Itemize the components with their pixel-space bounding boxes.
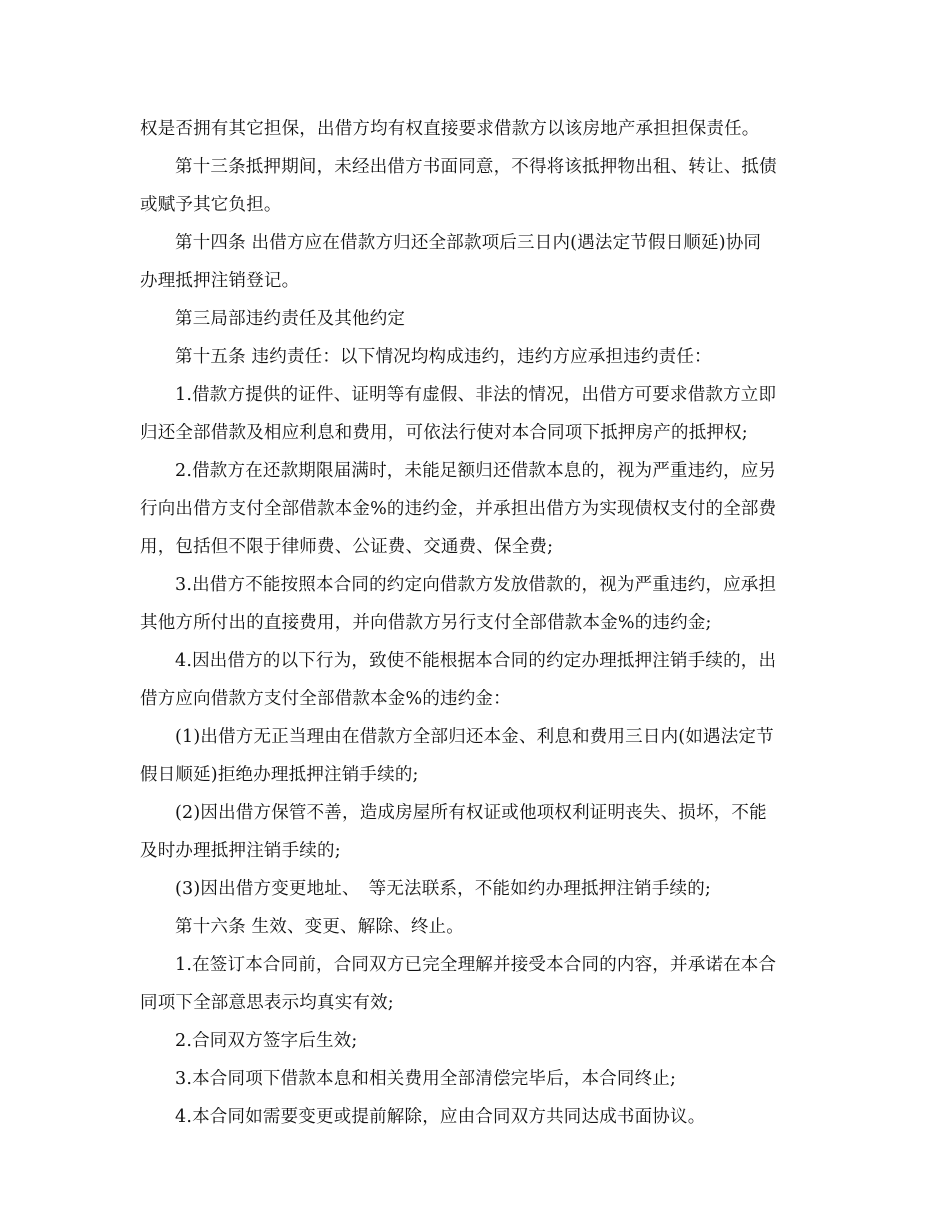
text-line: 用，包括但不限于律师费、公证费、交通费、保全费; [140, 537, 554, 557]
list-item: 4.因出借方的以下行为，致使不能根据本合同的约定办理抵押注销手续的，出 [175, 651, 777, 671]
list-item: 1.借款方提供的证件、证明等有虚假、非法的情况，出借方可要求借款方立即 [175, 385, 777, 405]
text-line: 或赋予其它负担。 [140, 195, 282, 215]
section-heading: 第三局部违约责任及其他约定 [175, 309, 406, 329]
paragraph-article-16: 第十六条 生效、变更、解除、终止。 [175, 917, 464, 937]
text-line: 及时办理抵押注销手续的; [140, 841, 341, 861]
text-line: 其他方所付出的直接费用，并向借款方另行支付全部借款本金%的违约金; [140, 613, 712, 633]
list-item: 2.借款方在还款期限届满时，未能足额归还借款本息的，视为严重违约，应另 [175, 461, 777, 481]
paragraph-article-14: 第十四条 出借方应在借款方归还全部款项后三日内(遇法定节假日顺延)协同 [175, 233, 762, 253]
text-line: 假日顺延)拒绝办理抵押注销手续的; [140, 765, 419, 785]
list-item: 4.本合同如需要变更或提前解除，应由合同双方共同达成书面协议。 [175, 1107, 706, 1127]
list-item: 1.在签订本合同前，合同双方已完全理解并接受本合同的内容，并承诺在本合 [175, 955, 777, 975]
list-item: 2.合同双方签字后生效; [175, 1031, 358, 1051]
text-line: 归还全部借款及相应利息和费用，可依法行使对本合同项下抵押房产的抵押权; [140, 423, 748, 443]
text-line: 借方应向借款方支付全部借款本金%的违约金： [140, 689, 511, 709]
paragraph-article-13: 第十三条抵押期间，未经出借方书面同意，不得将该抵押物出租、转让、抵债 [175, 157, 777, 177]
list-item: 3.出借方不能按照本合同的约定向借款方发放借款的，视为严重违约，应承担 [175, 575, 777, 595]
paragraph-article-15: 第十五条 违约责任：以下情况均构成违约，违约方应承担违约责任： [175, 347, 712, 367]
list-item: 3.本合同项下借款本息和相关费用全部清偿完毕后，本合同终止; [175, 1069, 677, 1089]
text-line: 办理抵押注销登记。 [140, 271, 300, 291]
sub-item: (2)因出借方保管不善，造成房屋所有权证或他项权利证明丧失、损坏，不能 [175, 803, 767, 823]
text-line: 行向出借方支付全部借款本金%的违约金，并承担出借方为实现债权支付的全部费 [140, 499, 777, 519]
text-line: 同项下全部意思表示均真实有效; [140, 993, 394, 1013]
text-line: 权是否拥有其它担保，出借方均有权直接要求借款方以该房地产承担担保责任。 [140, 119, 760, 139]
sub-item: (3)因出借方变更地址、 等无法联系，不能如约办理抵押注销手续的; [175, 879, 712, 899]
sub-item: (1)出借方无正当理由在借款方全部归还本金、利息和费用三日内(如遇法定节 [175, 727, 774, 747]
